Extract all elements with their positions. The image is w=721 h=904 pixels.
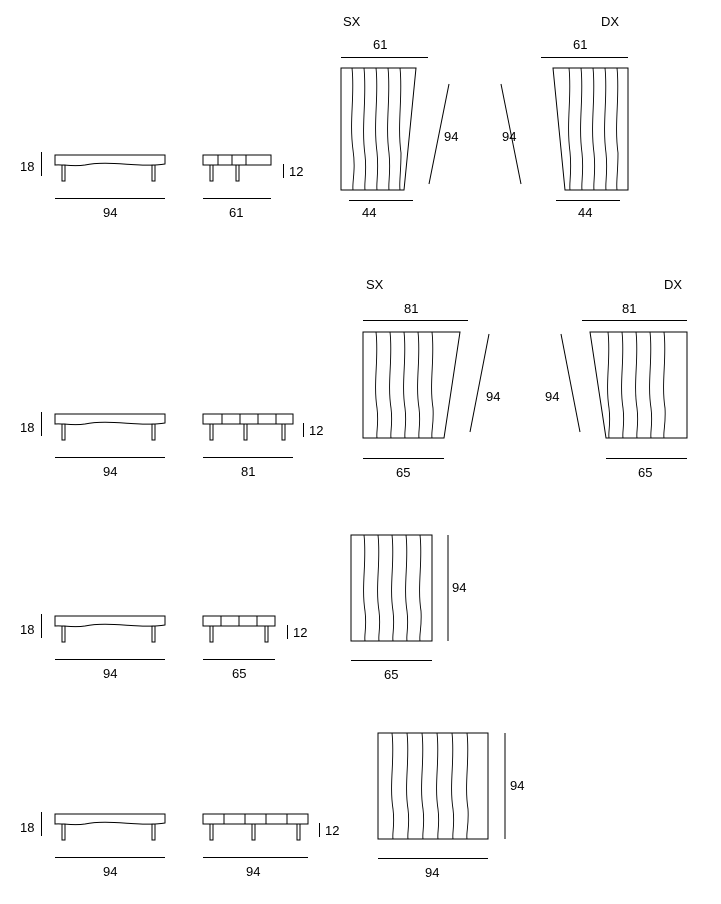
row1-top-right-side-label: DX [601,14,620,29]
row1-front-height-label: 18 [20,159,35,174]
row1-top-left-side-label: SX [343,14,361,29]
row1-top-right-bottom-width-label: 44 [578,205,593,220]
row4-side-width-dimline [203,857,308,858]
row4-top-width-label: 94 [425,865,440,880]
row2-top-left-depth-label: 94 [486,389,501,404]
row2-top-left-width-label: 81 [404,301,419,316]
row4-leg-height-label: 12 [325,823,340,838]
row2-leg-height-label: 12 [309,423,324,438]
row4-front-width-label: 94 [103,864,118,879]
row2-front-height-label: 18 [20,420,35,435]
row1-top-left-depth-label: 94 [444,129,459,144]
row2-top-left-side-label: SX [366,277,384,292]
row4-front-height-label: 18 [20,820,35,835]
row1-top-right-width-label: 61 [573,37,588,52]
row3-top-width-label: 65 [384,667,399,682]
row2-top-right-depth-label: 94 [545,389,560,404]
row4-top-depth-label: 94 [510,778,525,793]
row3-top-depth-label: 94 [452,580,467,595]
row1-top-left-bottom-width-label: 44 [362,205,377,220]
row3-side-width-label: 65 [232,666,247,681]
row2-front-width-label: 94 [103,464,118,479]
row3-front-height-label: 18 [20,622,35,637]
row2-side-width-label: 81 [241,464,256,479]
row1-side-width-label: 61 [229,205,244,220]
row2-top-left-bottom-width-label: 65 [396,465,411,480]
row2-top-right-side-label: DX [664,277,683,292]
row2-top-right-width-label: 81 [622,301,637,316]
row3-leg-height-label: 12 [293,625,308,640]
row2-top-right-bottom-width-label: 65 [638,465,653,480]
row1-leg-height-label: 12 [289,164,304,179]
row3-front-width-label: 94 [103,666,118,681]
row1-top-left-width-label: 61 [373,37,388,52]
row1-top-right-depth-label: 94 [502,129,517,144]
row1-front-width-label: 94 [103,205,118,220]
row4-side-width-label: 94 [246,864,261,879]
row4-leg-height-dimline [319,823,320,837]
